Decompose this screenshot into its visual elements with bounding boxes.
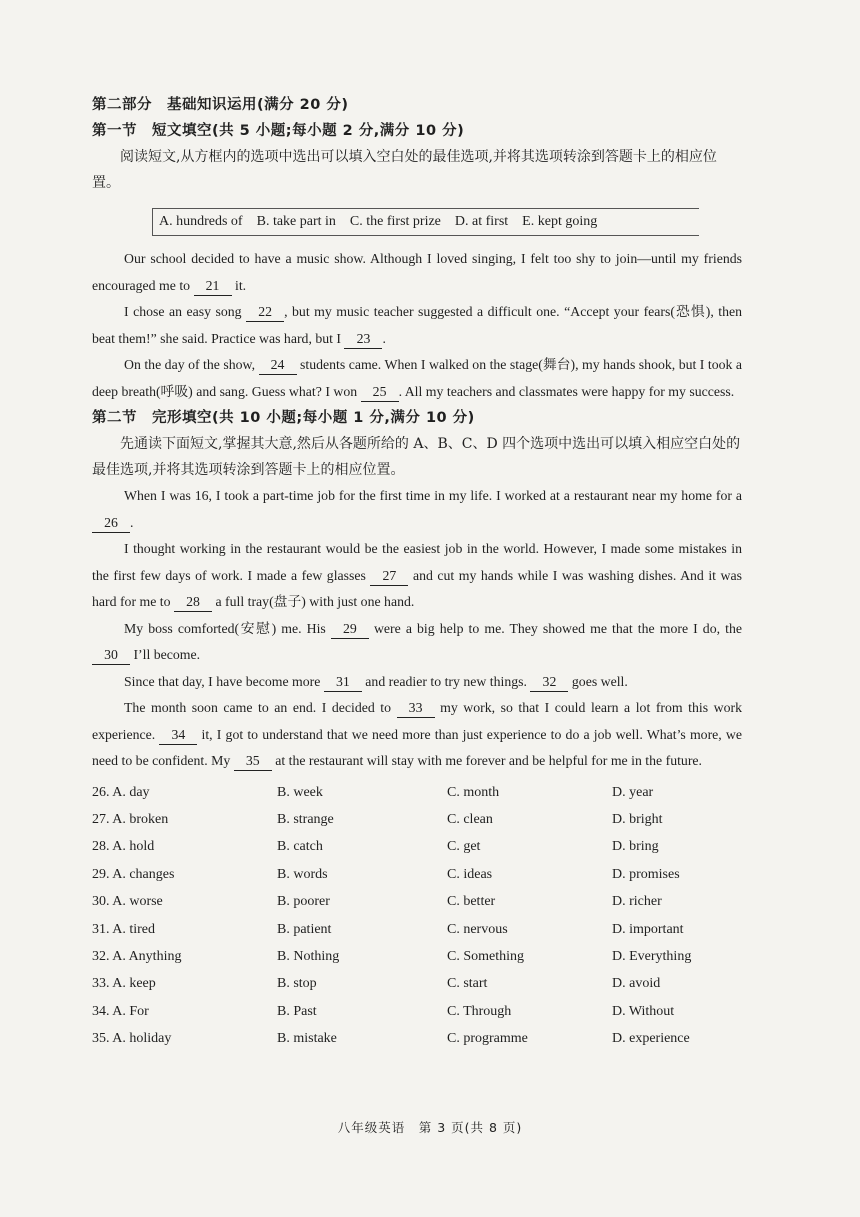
option-row-34 xyxy=(92,998,742,1025)
option: D. Everything xyxy=(612,948,692,964)
text: were a big help to me. They showed me that the more I do, the xyxy=(368,620,742,636)
option: B. stop xyxy=(277,976,317,992)
blank-28: 28 xyxy=(174,593,212,612)
blank-24: 24 xyxy=(259,356,297,375)
text: at the restaurant will stay with me forever and be helpful for me in the future. xyxy=(271,753,703,768)
blank-25: 25 xyxy=(361,383,399,402)
passage2-paragraph-1 xyxy=(92,483,742,536)
option: 28. A. hold xyxy=(92,839,155,855)
blank-29: 29 xyxy=(331,620,369,639)
option: D. experience xyxy=(612,1031,690,1047)
text: On the day of the show, xyxy=(124,357,259,372)
blank-30: 30 xyxy=(92,646,130,665)
blank-21: 21 xyxy=(194,277,232,296)
word-option-a: A. hundreds of xyxy=(159,214,243,229)
option: B. catch xyxy=(277,839,323,855)
blank-27: 27 xyxy=(370,567,408,586)
option: 30. A. worse xyxy=(92,894,163,910)
blank-32: 32 xyxy=(530,673,568,692)
option: 26. A. day xyxy=(92,784,150,800)
option: 29. A. changes xyxy=(92,866,175,882)
option: D. bring xyxy=(612,839,659,855)
option: B. poorer xyxy=(277,894,330,910)
option: B. mistake xyxy=(277,1031,337,1047)
option-row-29 xyxy=(92,861,742,888)
passage1-paragraph-2 xyxy=(92,299,742,352)
word-option-c: C. the first prize xyxy=(349,214,441,229)
section-two-title: 第二节 完形填空(共 10 小题;每小题 1 分,满分 10 分) xyxy=(92,410,475,426)
option-row-33 xyxy=(92,970,742,997)
option: D. richer xyxy=(612,894,662,910)
option: C. Through xyxy=(447,1003,512,1019)
option: C. get xyxy=(447,839,481,855)
option: C. programme xyxy=(447,1031,528,1047)
word-option-box xyxy=(152,208,699,236)
page-footer: 八年级英语 第 3 页(共 8 页) xyxy=(337,1120,523,1135)
word-option-d: D. at first xyxy=(454,214,509,229)
answer-options xyxy=(92,779,742,1053)
text: and cut my hands while I was washing dishes. And it was hard for me to xyxy=(92,567,742,609)
option-row-32 xyxy=(92,943,742,970)
text: I thought working in the restaurant would be the easiest job in the world. However, I made some mistakes in the first few days of work. I made a few glasses xyxy=(92,541,742,583)
passage2-paragraph-2 xyxy=(92,536,742,616)
text: Since that day, I have become more xyxy=(124,673,324,689)
text: Our school decided to have a music show. Although I loved singing, I felt too shy to join—until my friends encouraged me to xyxy=(92,251,742,293)
section-one-instruction: 阅读短文,从方框内的选项中选出可以填入空白处的最佳选项,并将其选项转涂到答题卡上的相应位置。 xyxy=(92,149,717,191)
option: B. strange xyxy=(277,811,334,827)
text: I chose an easy song xyxy=(124,304,247,319)
blank-33: 33 xyxy=(397,699,435,718)
text: . All my teachers and classmates were happy for my success. xyxy=(398,383,735,399)
passage2-paragraph-4 xyxy=(92,669,742,696)
text: . xyxy=(130,514,134,530)
option: D. bright xyxy=(612,811,663,827)
option: C. Something xyxy=(447,948,525,964)
text: When I was 16, I took a part-time job for the first time in my life. I worked at a restaurant near my home for a xyxy=(124,488,742,503)
option: C. ideas xyxy=(447,866,493,882)
text: My boss comforted(安慰) me. His xyxy=(124,620,331,636)
option: 31. A. tired xyxy=(92,921,155,937)
text: it, I got to understand that we need more than just experience to do a job well. What’s more, we need to be confident. My xyxy=(92,726,742,768)
option: 27. A. broken xyxy=(92,811,169,827)
option: D. Without xyxy=(612,1003,675,1019)
option-row-35 xyxy=(92,1025,742,1052)
option: 33. A. keep xyxy=(92,976,156,992)
passage2-paragraph-5 xyxy=(92,695,742,775)
passage2-paragraph-3 xyxy=(92,616,742,669)
option: 34. A. For xyxy=(92,1003,149,1019)
part-two-title: 第二部分 基础知识运用(满分 20 分) xyxy=(92,97,349,113)
section-one-title: 第一节 短文填空(共 5 小题;每小题 2 分,满分 10 分) xyxy=(92,123,465,139)
blank-35: 35 xyxy=(234,752,272,771)
text: it. xyxy=(231,277,247,293)
word-option-e: E. kept going xyxy=(522,214,598,229)
option: C. better xyxy=(447,894,496,910)
option: D. important xyxy=(612,921,684,937)
text: , but my music teacher suggested a difficult one. “Accept your fears(恐惧), then beat them!” she said. Practice was hard, but I xyxy=(92,304,743,346)
text: a full tray(盘子) with just one hand. xyxy=(212,594,415,609)
text: . xyxy=(382,330,386,346)
text: students came. When I walked on the stage(舞台), my hands shook, but I took a deep breath(呼吸) and sang. Guess what? I won xyxy=(92,357,742,399)
text: goes well. xyxy=(568,673,628,689)
option-row-28 xyxy=(92,833,742,860)
section-two-instruction: 先通读下面短文,掌握其大意,然后从各题所给的 A、B、C、D 四个选项中选出可以填入相应空白处的最佳选项,并将其选项转涂到答题卡上的相应位置。 xyxy=(92,436,741,478)
option: B. patient xyxy=(277,921,332,937)
option: C. start xyxy=(447,976,488,992)
option: B. week xyxy=(277,784,323,800)
option: B. Nothing xyxy=(277,948,340,964)
blank-22: 22 xyxy=(246,303,284,322)
text: and readier to try new things. xyxy=(361,673,531,689)
option: D. avoid xyxy=(612,976,661,992)
option: 32. A. Anything xyxy=(92,948,182,964)
blank-31: 31 xyxy=(324,673,362,692)
word-option-b: B. take part in xyxy=(256,214,336,229)
option-row-31 xyxy=(92,916,742,943)
option-row-30 xyxy=(92,888,742,915)
blank-23: 23 xyxy=(344,330,382,349)
passage1-paragraph-3 xyxy=(92,352,742,405)
blank-26: 26 xyxy=(92,514,130,533)
option: B. words xyxy=(277,866,328,882)
option: D. promises xyxy=(612,866,680,882)
option: B. Past xyxy=(277,1003,317,1019)
text: The month soon came to an end. I decided to xyxy=(124,700,397,715)
text: I’ll become. xyxy=(130,647,201,662)
option: D. year xyxy=(612,784,654,800)
option-row-26 xyxy=(92,779,742,806)
text: my work, so that I could learn a lot from this work experience. xyxy=(92,700,742,742)
option: C. nervous xyxy=(447,921,508,937)
option: 35. A. holiday xyxy=(92,1031,172,1047)
option: C. month xyxy=(447,784,500,800)
blank-34: 34 xyxy=(159,726,197,745)
passage1-paragraph-1 xyxy=(92,246,742,299)
option: C. clean xyxy=(447,811,493,827)
option-row-27 xyxy=(92,806,742,833)
